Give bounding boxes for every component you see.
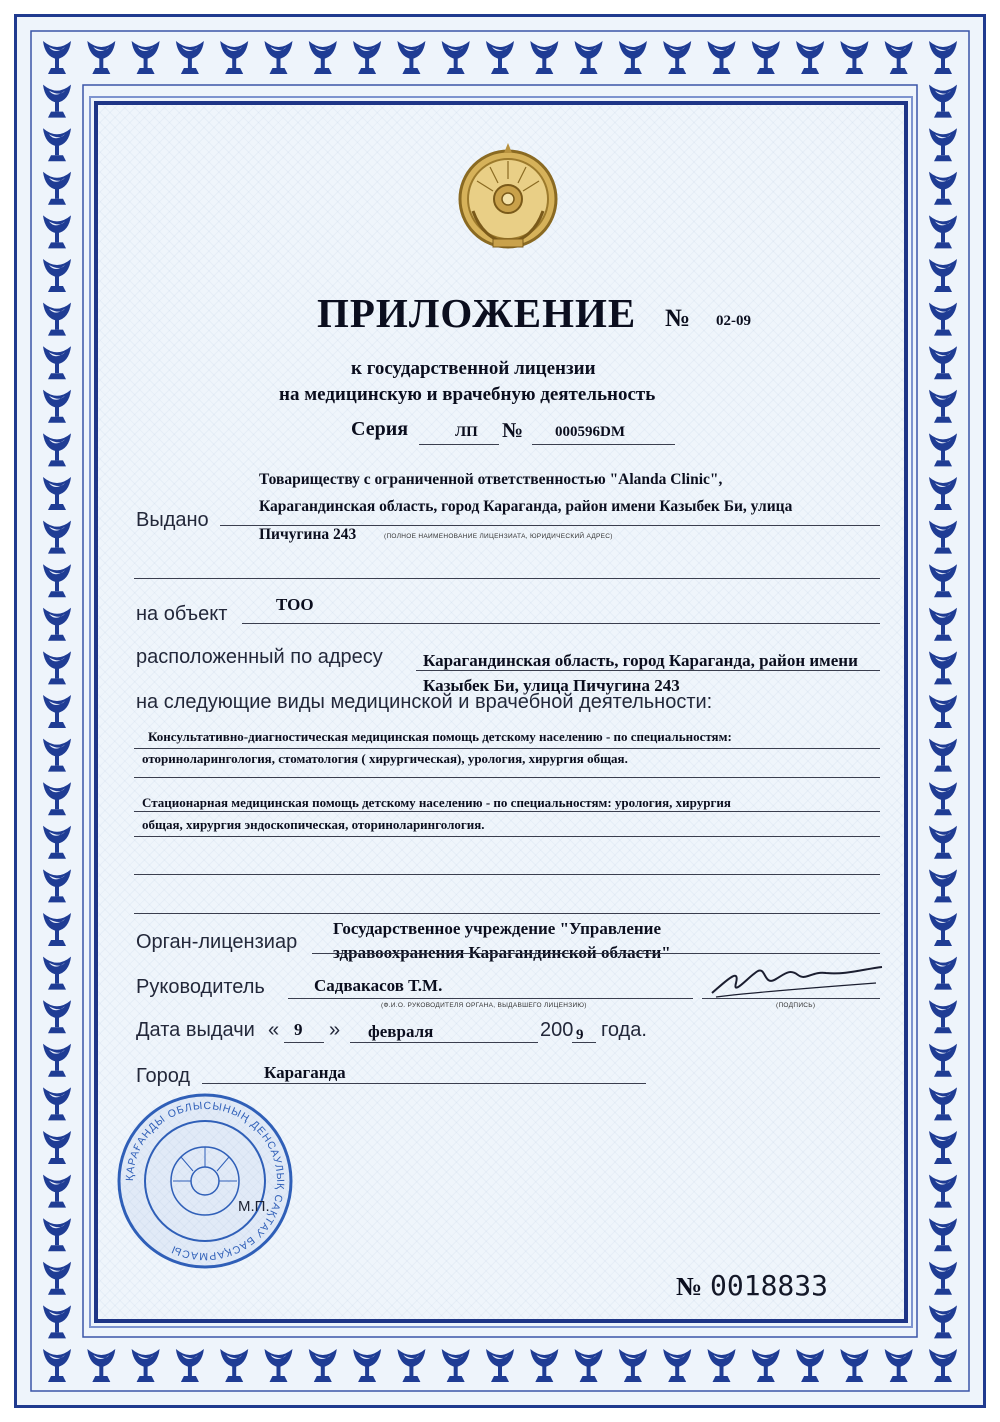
bowl-of-hygieia-icon [43,128,71,161]
stamp-ring-text: ҚАРАҒАНДЫ ОБЛЫСЫНЫҢ ДЕНСАУЛЫҚ САҚТАУ БАСҚАРМАСЫ [123,1099,287,1263]
bowl-of-hygieia-icon [87,1349,115,1382]
bowl-of-hygieia-icon [929,346,957,379]
activity-1-line-2: оториноларингология, стоматология ( хирургическая), урология, хирургия общая. [142,751,628,766]
activities-label: на следующие виды медицинской и врачебной деятельности: [136,691,713,713]
bowl-of-hygieia-icon [796,1349,824,1382]
bowl-of-hygieia-icon [929,390,957,423]
bowl-of-hygieia-icon [43,651,71,684]
bowl-of-hygieia-icon [43,739,71,772]
series-number: 000596DM [555,424,625,440]
bowl-of-hygieia-icon [929,215,957,248]
bowl-of-hygieia-icon [929,1218,957,1251]
object-value: ТОО [276,595,314,614]
bowl-of-hygieia-icon [220,41,248,74]
bowl-of-hygieia-icon [840,1349,868,1382]
bowl-of-hygieia-icon [530,1349,558,1382]
bowl-of-hygieia-icon [929,1262,957,1295]
official-stamp [115,1091,295,1271]
series-value: ЛП [455,424,478,440]
activities-line-2 [134,777,880,778]
bowl-of-hygieia-icon [43,1305,71,1338]
bowl-of-hygieia-icon [663,1349,691,1382]
bowl-of-hygieia-icon [929,1044,957,1077]
licensor-line-2: здравоохранения Карагандинской области" [333,943,671,962]
series-value-line [419,444,499,445]
bowl-of-hygieia-icon [752,1349,780,1382]
issue-date-month-line [350,1042,538,1043]
bowl-of-hygieia-icon [353,41,381,74]
bowl-of-hygieia-icon [132,41,160,74]
bowl-of-hygieia-icon [929,651,957,684]
bowl-of-hygieia-icon [43,1044,71,1077]
signature-line [702,998,880,999]
bowl-of-hygieia-icon [885,41,913,74]
bowl-of-hygieia-icon [43,782,71,815]
bowl-of-hygieia-icon [796,41,824,74]
bowl-of-hygieia-icon [929,1175,957,1208]
bowl-of-hygieia-icon [929,1087,957,1120]
bowl-of-hygieia-icon [929,564,957,597]
bowl-of-hygieia-icon [43,564,71,597]
bowl-of-hygieia-icon [43,172,71,205]
bowl-of-hygieia-icon [619,41,647,74]
bowl-of-hygieia-icon [929,1131,957,1164]
bowl-of-hygieia-icon [43,869,71,902]
bowl-of-hygieia-icon [929,957,957,990]
issue-date-day: 9 [294,1020,303,1039]
appendix-number: 02-09 [716,313,751,329]
bowl-of-hygieia-icon [575,41,603,74]
bowl-of-hygieia-icon [43,1262,71,1295]
bowl-of-hygieia-icon [43,41,71,74]
bowl-of-hygieia-icon [929,1000,957,1033]
bowl-of-hygieia-icon [929,433,957,466]
document-title: ПРИЛОЖЕНИЕ [317,290,637,336]
issue-date-year-line [572,1042,596,1043]
bowl-of-hygieia-icon [929,521,957,554]
bowl-of-hygieia-icon [43,259,71,292]
bowl-of-hygieia-icon [530,41,558,74]
bowl-of-hygieia-icon [43,521,71,554]
address-label: расположенный по адресу [136,646,383,668]
licensor-label: Орган-лицензиар [136,931,298,953]
bowl-of-hygieia-icon [43,477,71,510]
bowl-of-hygieia-icon [929,913,957,946]
bowl-of-hygieia-icon [309,41,337,74]
series-label: Серия [351,418,409,440]
bowl-of-hygieia-icon [708,1349,736,1382]
bowl-of-hygieia-icon [43,826,71,859]
city-value: Караганда [264,1063,346,1082]
bowl-of-hygieia-icon [929,826,957,859]
bowl-of-hygieia-icon [619,1349,647,1382]
bowl-of-hygieia-icon [486,1349,514,1382]
bowl-of-hygieia-icon [575,1349,603,1382]
bowl-of-hygieia-icon [486,41,514,74]
issue-date-year-prefix: 200 [540,1019,574,1041]
bowl-of-hygieia-icon [929,128,957,161]
issue-date-open-quote: « [268,1019,280,1041]
subtitle-line-2: на медицинскую и врачебную деятельность [279,384,656,405]
object-label: на объект [136,603,228,625]
issued-label: Выдано [136,509,209,531]
issue-date-year-word: года. [601,1019,647,1041]
bowl-of-hygieia-icon [929,303,957,336]
bowl-of-hygieia-icon [43,608,71,641]
activities-line-4 [134,836,880,837]
bowl-of-hygieia-icon [663,41,691,74]
bowl-of-hygieia-icon [43,85,71,118]
signature-caption: (ПОДПИСЬ) [776,1002,816,1009]
bowl-of-hygieia-icon [708,41,736,74]
bowl-of-hygieia-icon [929,695,957,728]
licensee-address-line-2: Карагандинская область, город Караганда, район имени Казыбек Би, улица [259,498,793,515]
bowl-of-hygieia-icon [43,1175,71,1208]
bowl-of-hygieia-icon [442,41,470,74]
bowl-of-hygieia-icon [929,739,957,772]
bowl-of-hygieia-icon [840,41,868,74]
license-document [14,14,986,1408]
head-name-line [288,998,693,999]
bowl-of-hygieia-icon [43,1131,71,1164]
bowl-of-hygieia-icon [176,1349,204,1382]
kazakhstan-emblem-icon [453,139,563,257]
bowl-of-hygieia-icon [929,85,957,118]
licensor-line-1: Государственное учреждение "Управление [333,919,662,938]
bowl-of-hygieia-icon [43,1349,71,1382]
bowl-of-hygieia-icon [176,41,204,74]
licensee-name-line-1: Товариществу с ограниченной ответственностью "Alanda Clinic", [259,471,723,488]
bowl-of-hygieia-icon [397,41,425,74]
bowl-of-hygieia-icon [929,259,957,292]
activity-1-line-1: Консультативно-диагностическая медицинская помощь детскому населению - по специальностям: [148,729,732,744]
bowl-of-hygieia-icon [353,1349,381,1382]
bowl-of-hygieia-icon [929,41,957,74]
bowl-of-hygieia-icon [43,1218,71,1251]
city-line [202,1083,646,1084]
issue-date-label: Дата выдачи [136,1019,255,1041]
bowl-of-hygieia-icon [265,1349,293,1382]
bowl-of-hygieia-icon [309,1349,337,1382]
city-label: Город [136,1065,191,1087]
bowl-of-hygieia-icon [929,172,957,205]
bowl-of-hygieia-icon [442,1349,470,1382]
bowl-of-hygieia-icon [43,957,71,990]
address-line-1: Карагандинская область, город Караганда, район имени [423,651,858,670]
bowl-of-hygieia-icon [220,1349,248,1382]
series-number-line [532,444,675,445]
bowl-of-hygieia-icon [43,433,71,466]
head-label: Руководитель [136,976,265,998]
activity-2-line-2: общая, хирургия эндоскопическая, оториноларингология. [142,817,485,832]
bowl-of-hygieia-icon [43,303,71,336]
issued-line-3 [134,578,880,579]
activities-line-5 [134,874,880,875]
activity-2-line-1: Стационарная медицинская помощь детскому населению - по специальностям: урология, хирургия [142,795,731,810]
bowl-of-hygieia-icon [43,1087,71,1120]
bowl-of-hygieia-icon [132,1349,160,1382]
licensee-address-line-3: Пичугина 243 [259,526,357,543]
head-name: Садвакасов Т.М. [314,976,443,995]
address-line-under [416,670,880,671]
activities-line-3 [134,811,880,812]
bowl-of-hygieia-icon [929,1349,957,1382]
stamp-place-label: М.П. [238,1198,270,1215]
series-number-sign: № [502,418,524,442]
document-body [94,101,908,1323]
bowl-of-hygieia-icon [929,608,957,641]
object-line [242,623,880,624]
bowl-of-hygieia-icon [43,695,71,728]
bowl-of-hygieia-icon [43,390,71,423]
bowl-of-hygieia-icon [397,1349,425,1382]
bowl-of-hygieia-icon [929,1305,957,1338]
bowl-of-hygieia-icon [43,215,71,248]
bowl-of-hygieia-icon [885,1349,913,1382]
issue-date-close-quote: » [329,1019,341,1041]
issue-date-year-suffix: 9 [576,1027,584,1043]
serial-number: 0018833 [710,1269,829,1302]
issue-date-month: февраля [368,1022,434,1041]
title-number-sign: № [665,305,691,332]
bowl-of-hygieia-icon [43,913,71,946]
bowl-of-hygieia-icon [929,477,957,510]
bowl-of-hygieia-icon [43,346,71,379]
issue-date-day-line [284,1042,324,1043]
serial-number-sign: № [676,1272,703,1301]
activities-line-6 [134,913,880,914]
address-line-2: Казыбек Би, улица Пичугина 243 [423,676,680,695]
subtitle-line-1: к государственной лицензии [351,358,596,379]
bowl-of-hygieia-icon [752,41,780,74]
head-caption: (Ф.И.О. РУКОВОДИТЕЛЯ ОРГАНА, ВЫДАВШЕГО ЛИЦЕНЗИЮ) [381,1002,587,1009]
bowl-of-hygieia-icon [43,1000,71,1033]
bowl-of-hygieia-icon [87,41,115,74]
bowl-of-hygieia-icon [929,782,957,815]
bowl-of-hygieia-icon [929,869,957,902]
bowl-of-hygieia-icon [265,41,293,74]
licensee-caption: (ПОЛНОЕ НАИМЕНОВАНИЕ ЛИЦЕНЗИАТА, ЮРИДИЧЕСКИЙ АДРЕС) [384,533,613,540]
activities-line-1 [134,748,880,749]
